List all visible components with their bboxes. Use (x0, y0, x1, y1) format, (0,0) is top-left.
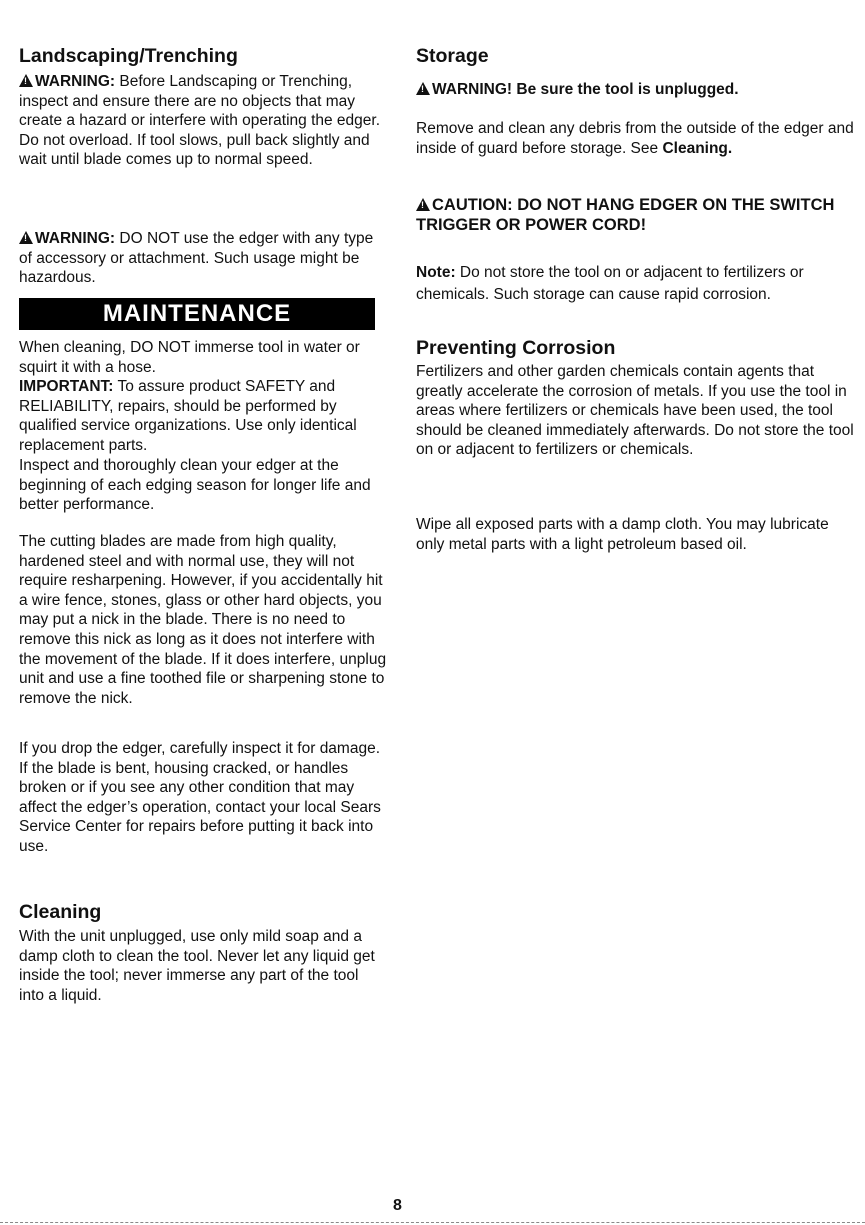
storage-warning-text: WARNING! Be sure the tool is unplugged. (432, 81, 739, 98)
note-label: Note: (416, 264, 456, 281)
maintenance-banner: MAINTENANCE (19, 298, 375, 330)
storage-text (416, 119, 856, 158)
cleaning-text: With the unit unplugged, use only mild soap and a damp cloth to clean the tool. Never let any liquid get inside the tool; never immerse any part of the tool into a liquid. (19, 928, 375, 1004)
storage-warning (416, 80, 856, 100)
warning-label: WARNING: (35, 73, 116, 90)
storage-text-body: Remove and clean any debris from the outside of the edger and inside of guard before storage. See (416, 120, 854, 157)
landscaping-heading: Landscaping/Trenching (19, 45, 238, 67)
corrosion-text: Fertilizers and other garden chemicals contain agents that greatly accelerate the corrosion of metals. If you use the tool in areas where fertilizers or chemicals have been used, the tool should be cleaned immediately afterwards. Do not store the tool on or adjacent to fertilizers or chemicals. (416, 363, 854, 459)
maintenance-intro: When cleaning, DO NOT immerse tool in water or squirt it with a hose. (19, 339, 360, 376)
warning-label: WARNING: (35, 230, 116, 247)
warning-icon (416, 82, 430, 95)
caution-icon (416, 198, 430, 211)
corrosion-heading: Preventing Corrosion (416, 337, 616, 359)
accessory-warning (19, 229, 387, 288)
page-number: 8 (393, 1197, 402, 1214)
important-text: To assure product SAFETY and RELIABILITY, repairs, should be performed by qualified service organizations. Use only identical replacement parts. (19, 378, 357, 454)
note-text: Do not store the tool on or adjacent to fertilizers or chemicals. Such storage can cause rapid corrosion. (416, 264, 804, 303)
landscaping-warning (19, 72, 387, 170)
storage-heading: Storage (416, 45, 489, 67)
storage-note (416, 262, 856, 306)
important-notice (19, 377, 387, 455)
wipe-text: Wipe all exposed parts with a damp cloth. You may lubricate only metal parts with a light petroleum based oil. (416, 516, 829, 553)
storage-caution (416, 195, 856, 235)
blades-paragraph: The cutting blades are made from high quality, hardened steel and with normal use, they will not require resharpening. However, if you accidentally hit a wire fence, stones, glass or other hard objects, you may put a nick in the blade. There is no need to remove this nick as long as it does not interfere with the movement of the blade. If it does interfere, unplug unit and use a fine toothed file or sharpening stone to remove the nick. (19, 533, 387, 707)
cleaning-reference: Cleaning. (662, 139, 733, 157)
footer-divider (0, 1222, 865, 1223)
inspect-paragraph: Inspect and thoroughly clean your edger at the beginning of each edging season for longer life and better performance. (19, 457, 371, 514)
landscaping-warning-text: Before Landscaping or Trenching, inspect and ensure there are no objects that may create a hazard or interfere with operating the edger. Do not overload. If tool slows, pull back slightly and wait until blade comes up to normal speed. (19, 73, 381, 169)
accessory-warning-text: DO NOT use the edger with any type of accessory or attachment. Such usage might be hazardous. (19, 230, 374, 287)
important-label: IMPORTANT: (19, 378, 114, 395)
drop-paragraph: If you drop the edger, carefully inspect it for damage. If the blade is bent, housing cracked, or handles broken or if you see any other condition that may affect the edger’s operation, contact your local Sears Service Center for repairs before putting it back into use. (19, 740, 381, 855)
storage-caution-text: CAUTION: DO NOT HANG EDGER ON THE SWITCH TRIGGER OR POWER CORD! (416, 196, 835, 234)
warning-icon (19, 74, 33, 87)
warning-icon (19, 231, 33, 244)
cleaning-heading: Cleaning (19, 901, 102, 923)
